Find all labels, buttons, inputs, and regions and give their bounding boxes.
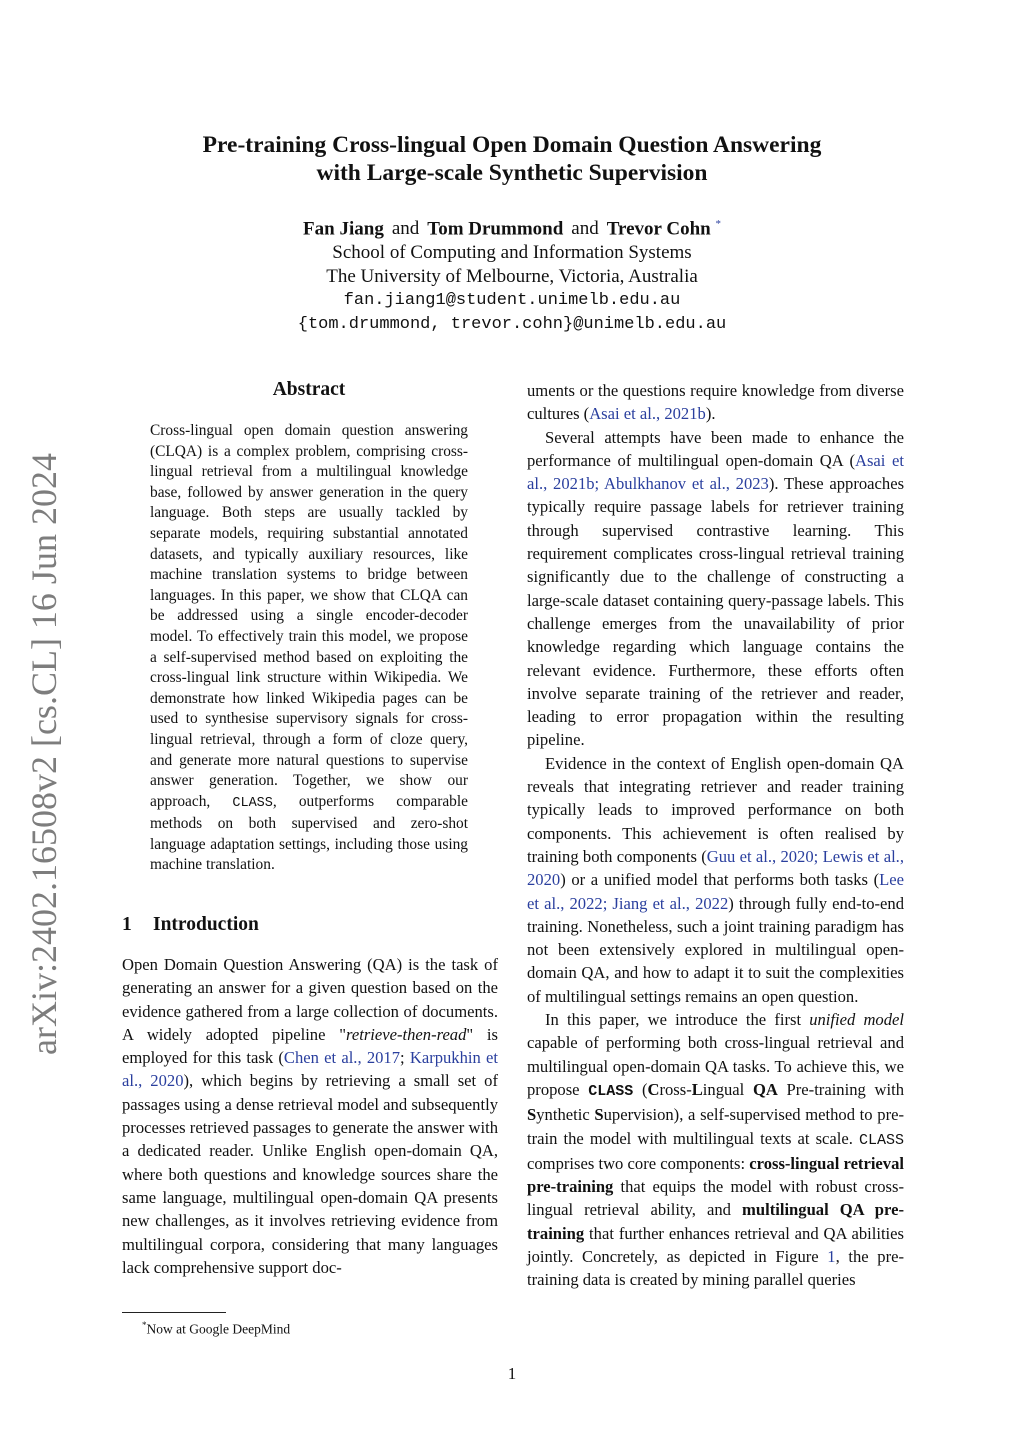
email-1: fan.jiang1@student.unimelb.edu.au	[343, 291, 681, 311]
paper-title	[120, 131, 904, 187]
title-line-1: Pre-training Cross-lingual Open Domain Question Answering	[202, 132, 822, 158]
abstract-body: Cross-lingual open domain question answering (CLQA) is a complex problem, comprising cross-lingual retrieval from a multilingual knowledge base, followed by answer generation in the query language. Both steps are usually tackled by separate models, requiring substantial annotated datasets, and typically auxiliary resources, like machine translation systems to bridge between languages. In this paper, we show that CLQA can be addressed using a single encoder-decoder model. To effectively train this model, we propose a self-supervised method based on exploiting the cross-lingual link structure within Wikipedia. We demonstrate how linked Wikipedia pages can be used to synthesise supervisory signals for cross-lingual retrieval, through a form of cloze query, and generate more natural questions to supervise answer generation. Together, we show our approach, CLASS, outperforms comparable methods on both supervised and zero-shot language adaptation settings, including those using machine translation.	[150, 422, 468, 874]
footnote: *Now at Google DeepMind	[142, 1320, 291, 1337]
citation-link[interactable]: Karpukhin et al., 2020	[122, 1048, 499, 1091]
intro-paragraph: Open Domain Question Answering (QA) is the task of generating an answer for a given question based on the evidence gathered from a large collection of documents. A widely adopted pipeline "retrieve-then-read" is employed for this task (Chen et al., 2017; Karpukhin et al., 2020), which begins by retrieving a small set of passages using a dense retrieval model and subsequently processes retrieved passages to generate the answer with a dedicated reader. Unlike English open-domain QA, where both questions and knowledge sources share the same language, multilingual open-domain QA presents new challenges, as it involves retrieving evidence from multilingual corpora, considering that many languages lack comprehensive support doc-	[122, 955, 499, 1277]
paragraph: Several attempts have been made to enhance the performance of multilingual open-domain QA (Asai et al., 2021b; Abulkhanov et al., 2023). These approaches typically require passage labels for retriever training through supervised contrastive learning. This requirement complicates cross-lingual retrieval training significantly due to the challenge of constructing a large-scale dataset containing query-passage labels. This challenge emerges from the unavailability of prior knowledge regarding which language contains the relevant evidence. Furthermore, these efforts often involve separate training of the retriever and reader, leading to error propagation within the resulting pipeline.	[527, 427, 905, 750]
citation-link[interactable]: Guu et al., 2020	[706, 846, 814, 866]
affiliation-2: The University of Melbourne, Victoria, Australia	[326, 266, 698, 288]
method-name: CLASS	[232, 795, 273, 811]
citation-link[interactable]: Abulkhanov et al., 2023	[604, 474, 769, 494]
author-block	[120, 212, 904, 337]
page-number: 1	[507, 1364, 517, 1383]
email-2: {tom.drummond, trevor.cohn}@unimelb.edu.au	[297, 315, 727, 335]
abstract-heading: Abstract	[272, 379, 346, 400]
citation-link[interactable]: Asai et al., 2021b	[527, 450, 904, 494]
author-1: Fan Jiang	[303, 218, 384, 240]
citation-link[interactable]: Asai et al., 2021b	[589, 404, 706, 424]
citation-link[interactable]: Chen et al., 2017	[283, 1048, 401, 1068]
author-2: Tom Drummond	[427, 218, 564, 240]
author-names: Fan Jiang and Tom Drummond and Trevor Cohn *	[303, 218, 721, 240]
author-3: Trevor Cohn	[606, 218, 711, 240]
method-name: CLASS	[588, 1082, 634, 1100]
section-heading-introduction: 1 Introduction	[122, 914, 259, 935]
title-line-2: with Large-scale Synthetic Supervision	[316, 160, 708, 186]
citation-link[interactable]: Lee et al., 2022	[527, 870, 904, 913]
citation-link[interactable]: Lewis et al., 2020	[527, 846, 904, 890]
paragraph: uments or the questions require knowledge from diverse cultures (Asai et al., 2021b).	[527, 381, 904, 424]
citation-link[interactable]: Jiang et al., 2022	[612, 893, 729, 913]
affiliation-1: School of Computing and Information Systems	[332, 242, 692, 264]
method-name: CLASS	[858, 1131, 904, 1149]
right-column	[527, 379, 904, 1292]
arxiv-stamp: arXiv:2402.16508v2 [cs.CL] 16 Jun 2024	[24, 453, 64, 1055]
footnote-rule	[122, 1312, 226, 1313]
paragraph: Evidence in the context of English open-domain QA reveals that integrating retriever and reader training typically leads to improved performance on both components. This achievement is often realised by training both components (Guu et al., 2020; Lewis et al., 2020) or a unified model that performs both tasks (Lee et al., 2022; Jiang et al., 2022) through fully end-to-end training. Nonetheless, such a joint training paradigm has not been extensively explored in multilingual open-domain QA, and how to adapt it to suit the complexities of multilingual settings remains an open question.	[527, 753, 904, 1006]
footnote-marker[interactable]: *	[715, 218, 721, 230]
paragraph: In this paper, we introduce the first unified model capable of performing both cross-lingual retrieval and multilingual open-domain QA tasks. To achieve this, we propose CLASS (Cross-Lingual QA Pre-training with Synthetic Supervision), a self-supervised method to pre-train the model with multilingual texts at scale. CLASS comprises two core components: cross-lingual retrieval pre-training that equips the model with robust cross-lingual retrieval ability, and multilingual QA pre-training that further enhances retrieval and QA abilities jointly. Concretely, as depicted in Figure 1, the pre-training data is created by mining parallel queries	[527, 1010, 904, 1290]
figure-link[interactable]: 1	[827, 1246, 836, 1266]
